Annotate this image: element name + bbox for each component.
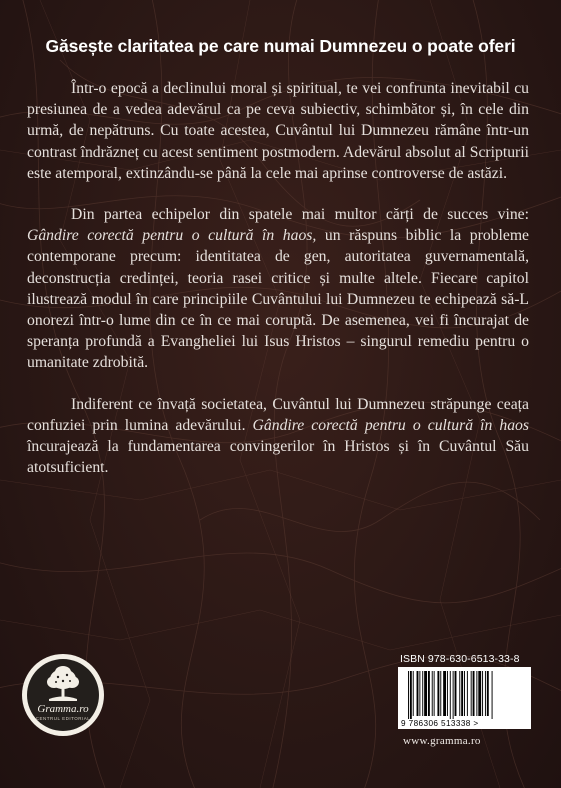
blurb-text: [27, 78, 529, 498]
publisher-website: www.gramma.ro: [403, 735, 481, 747]
barcode-bar: [413, 671, 414, 716]
book-title-italic: Gândire corectă pentru o cultură în haos,: [27, 227, 317, 245]
isbn-barcode: [398, 667, 531, 729]
publisher-logo: [22, 654, 104, 736]
paragraph-3-rest: încurajează la fundamentarea convingerilor în Hristos și în Cuvântul Său atotsuficient.: [27, 438, 529, 477]
barcode-bar: [419, 671, 420, 716]
barcode-bar: [453, 671, 454, 719]
barcode-bar: [428, 671, 430, 716]
publisher-logo-name: Gramma.ro: [37, 703, 89, 715]
isbn-label: ISBN 978-630-6513-33-8: [400, 653, 520, 665]
barcode-bar: [459, 671, 460, 716]
barcode-bar: [422, 671, 423, 716]
barcode-bar: [417, 671, 419, 716]
barcode-bar: [487, 671, 489, 716]
barcode-bar: [434, 671, 435, 716]
barcode-bar: [408, 671, 409, 719]
barcode-bar: [450, 671, 451, 719]
barcode-bar: [467, 671, 468, 716]
barcode-bar: [447, 671, 448, 716]
paragraph-2-lead: Din partea echipelor din spatele mai multor cărți de succes vine:: [71, 206, 529, 224]
paragraph-2-rest: un răspuns biblic la probleme contemporane precum: identitatea de gen, autoritatea guvernamentală, deconstrucția credinței, teoria rasei critice și multe altele. Fiecare capitol ilustrează modul în care principiile Cuvântului lui Dumnezeu te echipează să-L onorezi într-o lume din ce în ce mai coruptă. De asemenea, vei fi încurajat de speranța profundă a Evangheliei lui Isus Hristos – singurul remediu pentru o umanitate zdrobită.: [27, 227, 529, 372]
barcode-digits: 9 786306 513338 >: [401, 719, 479, 728]
blurb-paragraph-3: [27, 394, 529, 479]
barcode-bar: [455, 671, 457, 716]
barcode-bars: [398, 667, 531, 729]
barcode-bar: [492, 671, 493, 719]
barcode-bar: [440, 671, 441, 716]
barcode-bar: [410, 671, 412, 719]
barcode-bar: [482, 671, 483, 716]
barcode-bar: [485, 671, 486, 716]
blurb-paragraph-1: Într-o epocă a declinului moral și spiritual, te vei confrunta inevitabil cu presiunea de a vedea adevărul ca pe ceva subiectiv, schimbător și, în cele din urmă, de nepătruns. Cu toate acestea, Cuvântul lui Dumnezeu rămâne într-un contrast îndrăzneț cu acest sentiment postmodern. Adevărul absolut al Scripturii este atemporal, extinzându-se până la cele mai aprinse controverse de astăzi.: [27, 80, 529, 182]
barcode-bar: [424, 671, 427, 716]
tree-icon: [27, 659, 99, 705]
back-cover-heading: Găsește claritatea pe care numai Dumnezeu o poate oferi: [45, 36, 516, 56]
book-title-italic: Gândire corectă pentru o cultură în haos: [252, 416, 529, 434]
barcode-bar: [443, 671, 446, 716]
barcode-bar: [471, 671, 472, 716]
barcode-bar: [437, 671, 439, 716]
barcode-bar: [478, 671, 481, 716]
publisher-logo-disc: [27, 659, 99, 731]
barcode-bar: [473, 671, 475, 716]
paragraph-3-lead: Indiferent ce învață societatea, Cuvântul lui Dumnezeu străpunge ceața confuziei prin lumina adevărului.: [27, 395, 529, 434]
barcode-bar: [476, 671, 477, 716]
publisher-logo-tagline: CENTRUL EDITORIAL: [35, 716, 91, 721]
barcode-bar: [464, 671, 465, 716]
barcode-bar: [461, 671, 463, 716]
barcode-bar: [432, 671, 433, 716]
blurb-paragraph-2: [27, 204, 529, 374]
